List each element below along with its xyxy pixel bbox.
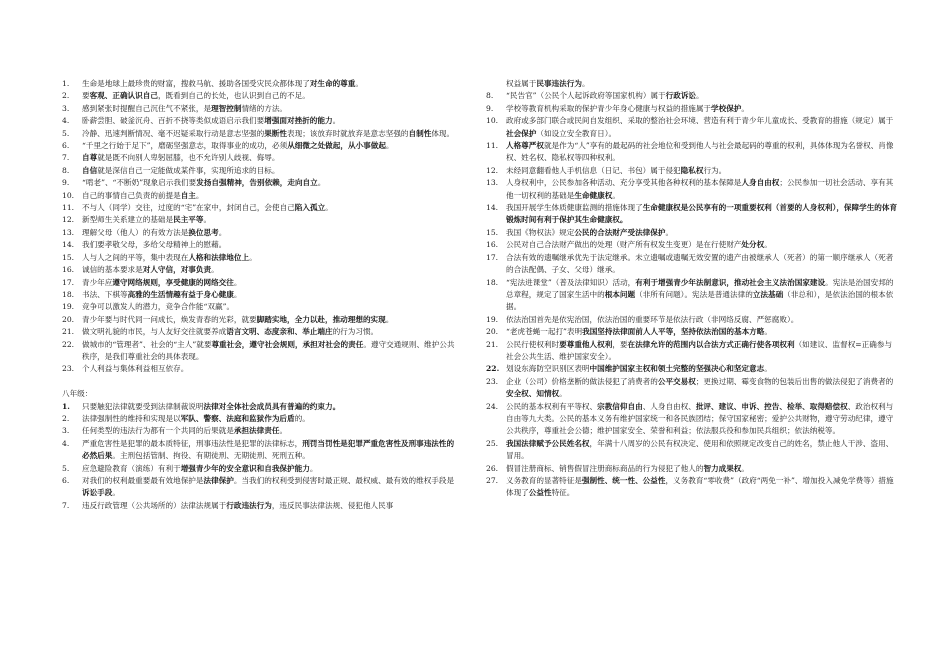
- item-text: 法律强制性的维持和实现是以军队、警察、法庭和监狱作为后盾的。: [82, 413, 310, 423]
- item-number: 15.: [486, 227, 499, 237]
- item-text: 企业（公司）价格垄断的做法侵犯了消费者的公平交易权；更换过期、霉变食物的包装后出售的做法侵犯了消费者的安全权、知情权。: [506, 376, 894, 399]
- item-number: 25.: [486, 438, 499, 448]
- item-number: 4.: [62, 116, 70, 126]
- item-text: “老虎苍蝇一起打”表明我国坚持法律面前人人平等，坚持依法治国的基本方略。: [506, 327, 772, 337]
- item-text: 公民对自己合法财产做出的处理（财产所有权发生变更）是在行使财产处分权。: [506, 240, 772, 250]
- spacer: [62, 376, 457, 388]
- item-text: 卧薪尝胆、破釜沉舟、百折不挠等类似成语启示我们要增强面对挫折的能力。: [82, 116, 341, 126]
- item-text: 公民的基本权利有平等权、宗教信仰自由、人身自由权、批评、建议、申诉、控告、检举、取得赔偿权、政治权利与自由等九大类。公民的基本义务有维护国家统一和各民族团结；保守国家秘密；爱护公共财物，遵守劳动纪律，遵守公共秩序，尊重社会公德；维护国家安全、荣誉和利益；依法服兵役和参加民兵组织；依法纳税等。: [506, 401, 894, 436]
- item-text: 只要触犯法律就要受到法律制裁说明法律对全体社会成员具有普遍的约束力。: [82, 401, 341, 411]
- list-item: [486, 227, 898, 239]
- list-item: [62, 475, 457, 500]
- item-number: 16.: [486, 240, 499, 250]
- list-item: [486, 363, 898, 375]
- grade8-heading: 八年级：: [62, 389, 93, 399]
- item-text: 理解父母（他人）的有效方法是换位思考。: [82, 227, 227, 237]
- list-item: [62, 227, 457, 239]
- item-text: 青少年要与时代同一问成长，焕发青春的光彩，就要脚踏实地，全力以赴，推动理想的实现。: [82, 314, 394, 324]
- list-item: [62, 339, 457, 364]
- item-text: 应急避险教育（演练）有利于增强青少年的安全意识和自我保护能力。: [82, 463, 318, 473]
- item-number: 5.: [62, 463, 70, 473]
- item-text: “民告官”（公民个人起诉政府等国家机构）属于行政诉讼。: [506, 91, 704, 101]
- list-item: [62, 500, 457, 512]
- list-item: [62, 277, 457, 289]
- list-item: [486, 475, 898, 500]
- list-item: [486, 202, 898, 227]
- right-column: [486, 78, 898, 500]
- item-text: 要客观、正确认识自己，既看到自己的长处，也认识到自己的不足。: [82, 91, 310, 101]
- lead-text: 权益属于民事违法行为。: [506, 79, 590, 88]
- item-text: 未经同意翻看他人手机信息（日记、书包）属于侵犯隐私权行为。: [506, 165, 727, 175]
- item-number: 3.: [62, 426, 70, 436]
- item-number: 7.: [62, 500, 70, 510]
- list-item: [62, 90, 457, 102]
- item-number: 2.: [62, 413, 70, 423]
- item-number: 12.: [486, 165, 499, 175]
- item-text: 划设东海防空识别区表明中国维护国家主权和领土完整的坚强决心和坚定意志。: [506, 364, 772, 374]
- item-number: 15.: [62, 252, 75, 262]
- list-item: [62, 401, 457, 413]
- list-item: [486, 277, 898, 314]
- item-text: 人格尊严权就是作为“人”享有的最起码的社会地位和受到他人与社会最起码的尊重的权利，具体体现为名誉权、肖像权、姓名权、隐私权等四种权利。: [506, 141, 894, 163]
- item-text: 青少年应遵守网络规则，享受健康的网络交往。: [82, 277, 242, 287]
- item-number: 13.: [62, 227, 75, 237]
- item-number: 6.: [62, 141, 70, 151]
- item-number: 24.: [486, 401, 499, 411]
- item-number: 17.: [62, 277, 75, 287]
- list-item: [62, 252, 457, 264]
- list-item: [486, 239, 898, 251]
- item-text: 任何类型的违法行为都有一个共同的后果就是承担法律责任。: [82, 426, 288, 436]
- list-item: [62, 115, 457, 127]
- item-text: 违反行政管理（公共场所的）法律法规属于行政违法行为，违反民事法律法规、侵犯他人民事: [82, 500, 394, 510]
- item-number: 10.: [62, 190, 75, 200]
- item-number: 18.: [62, 289, 75, 299]
- item-text: “宪法进课堂”（普及法律知识）活动，有利于增强青少年法制意识，推动社会主义法治国家建设。宪法是治国安邦的总章程，规定了国家生活中的根本问题（非所有问题）。宪法是普通法律的立法基础（非总和），是依法治国的根本依据。: [506, 277, 894, 312]
- list-item: [62, 177, 457, 189]
- item-number: 20.: [62, 314, 75, 324]
- item-number: 6.: [62, 475, 70, 485]
- item-text: 竞争可以激发人的潜力，竞争合作能“双赢”。: [82, 302, 235, 312]
- list-item: [486, 103, 898, 115]
- item-number: 12.: [62, 215, 75, 225]
- item-text: 政府或多部门联合或民间自发组织、采取的整治社会环境、营造有利于青少年儿童成长、受教育的措施（规定）属于社会保护（如设立安全教育日）。: [506, 116, 894, 138]
- list-item: [62, 463, 457, 475]
- left-column: [62, 78, 457, 512]
- item-number: 9.: [486, 103, 494, 113]
- item-number: 13.: [486, 178, 499, 188]
- continued-text: [486, 78, 898, 90]
- item-number: 22.: [486, 364, 500, 374]
- item-number: 23.: [486, 376, 499, 386]
- list-item: [486, 90, 898, 102]
- item-text: 冷静、迅速判断情况、毫不迟疑采取行动是意志坚强的果断性表现；该放弃时就放弃是意志坚强的自制性体现。: [82, 128, 455, 138]
- grade8-list: [62, 401, 457, 513]
- list-item: [486, 165, 898, 177]
- item-number: 11.: [62, 203, 75, 213]
- item-text: 个人利益与集体利益相互依存。: [82, 364, 189, 374]
- item-text: 我们要孝敬父母，多给父母精神上的慰藉。: [82, 240, 227, 250]
- list-item: [62, 326, 457, 338]
- list-item: [62, 301, 457, 313]
- item-number: 11.: [486, 141, 499, 151]
- list-item: [62, 214, 457, 226]
- item-text: 做文明礼貌的市民，与人友好交往就要养成语言文明、态度亲和、举止端庄的行为习惯。: [82, 327, 379, 337]
- item-text: 生命是地球上最珍贵的财富，搜救马航、援助各国受灾民众都体现了对生命的尊重。: [82, 79, 363, 88]
- item-number: 1.: [62, 401, 70, 411]
- item-text: 人与人之间的平等，集中表现在人格和法律地位上。: [82, 252, 257, 262]
- item-text: 假冒注册商标、销售假冒注册商标商品的行为侵犯了他人的智力成果权。: [506, 463, 749, 473]
- item-number: 8.: [486, 91, 494, 101]
- item-text: 人身权利中，公民参加各种活动、充分享受其他各种权利的基本保障是人身自由权；公民参加一切社会活动、享有其他一切权利的基础是生命健康权。: [506, 178, 894, 200]
- list-item: [62, 425, 457, 437]
- item-text: 我国法律赋予公民姓名权，年满十八周岁的公民有权决定、使用和依照规定改变自己的姓名，禁止他人干涉、盗用、冒用。: [506, 438, 894, 461]
- item-text: 书法、下棋等高雅的生活情趣有益于身心健康。: [82, 289, 242, 299]
- item-text: 不与人（同学）交往，过度的“宅”在家中，封闭自己，会使自己陷入孤立。: [82, 203, 333, 213]
- list-item: [486, 463, 898, 475]
- item-text: 学校等教育机构采取的保护青少年身心健康与权益的措施属于学校保护。: [506, 103, 749, 113]
- list-item: [62, 264, 457, 276]
- list-item: [62, 413, 457, 425]
- item-number: 9.: [62, 178, 70, 188]
- item-number: 19.: [486, 314, 499, 324]
- item-text: 义务教育的显著特征是强制性、统一性、公益性，义务教育“零收费”（政府“两免一补”、增加投入减免学费等）措施体现了公益性特征。: [506, 476, 894, 498]
- list-item: [62, 289, 457, 301]
- list-item: [62, 202, 457, 214]
- item-text: 新型师生关系建立的基础是民主平等。: [82, 215, 212, 225]
- list-item: [486, 401, 898, 438]
- item-number: 18.: [486, 277, 499, 287]
- item-text: 感到紧张时提醒自己沉住气不紧张，是理智控制情绪的方法。: [82, 103, 288, 113]
- list-item: [62, 78, 457, 90]
- item-text: 做城市的“管理者”、社会的“主人”就要尊重社会，遵守社会规则，承担对社会的责任。遵守交通规则、维护公共秩序，是我们尊重社会的具体表现。: [82, 339, 455, 361]
- grade7-list: [62, 78, 457, 376]
- item-number: 5.: [62, 128, 70, 138]
- list-item: [486, 376, 898, 401]
- item-number: 20.: [486, 327, 499, 337]
- list-item: [62, 165, 457, 177]
- grade8-list-continued: [486, 90, 898, 499]
- item-text: 自信就是深信自己一定能做成某件事，实现所追求的目标。: [82, 165, 280, 175]
- item-number: 4.: [62, 438, 70, 448]
- item-text: 我国开展学生体质健康监测的措施体现了生命健康权是公民享有的一项重要权利（首要的人身权利），保障学生的体育锻炼时间有利于保护其生命健康权。: [506, 203, 898, 225]
- item-text: 严重危害性是犯罪的最本质特征，刑事违法性是犯罪的法律标志，刑罚当罚性是犯罪严重危害性及刑事违法性的必然后果。主刑包括管制、拘役、有期徒刑、无期徒刑、死刑五种。: [82, 438, 455, 461]
- list-item: [62, 363, 457, 375]
- list-item: [486, 326, 898, 338]
- list-item: [62, 140, 457, 152]
- item-number: 3.: [62, 103, 70, 113]
- item-text: 合法有效的遗嘱继承优先于法定继承。未立遗嘱或遗嘱无效安置的遗产由被继承人（死者）的第一顺序继承人（死者的合法配偶、子女、父母）继承。: [506, 252, 894, 275]
- item-text: 依法治国首先是依宪治国，依法治国的重要环节是依法行政（非网络反腐、严惩腐败）。: [506, 314, 799, 324]
- item-number: 21.: [62, 327, 75, 337]
- list-item: [486, 177, 898, 202]
- item-number: 14.: [62, 240, 75, 250]
- item-number: 14.: [486, 203, 499, 213]
- item-number: 27.: [486, 476, 499, 485]
- list-item: [486, 140, 898, 165]
- item-number: 17.: [486, 252, 499, 262]
- list-item: [486, 252, 898, 277]
- list-item: [62, 190, 457, 202]
- list-item: [62, 239, 457, 251]
- item-number: 16.: [62, 265, 75, 275]
- item-number: 10.: [486, 116, 499, 126]
- item-text: 自己的事情自己负责的前提是自主。: [82, 190, 204, 200]
- item-number: 1.: [62, 79, 70, 88]
- item-text: 对我们的权利最重要最有效地保护是法律保护。当我们的权利受到侵害时最正规、最权威、最有效的维权手段是诉讼手段。: [82, 475, 455, 498]
- list-item: [62, 438, 457, 463]
- item-number: 19.: [62, 302, 75, 312]
- list-item: [62, 128, 457, 140]
- list-item: [486, 339, 898, 364]
- item-number: 2.: [62, 91, 70, 101]
- list-item: [62, 314, 457, 326]
- list-item: [486, 115, 898, 140]
- list-item: [62, 152, 457, 164]
- item-text: “啃老”、“不断奶”现象启示我们要发扬自强精神，告别依赖，走向自立。: [82, 178, 326, 188]
- item-number: 26.: [486, 463, 499, 473]
- item-text: 自尊就是既不向别人卑躬屈膝，也不允许别人歧视、侮辱。: [82, 153, 280, 163]
- item-number: 21.: [486, 339, 499, 349]
- item-number: 7.: [62, 153, 70, 163]
- list-item: [486, 438, 898, 463]
- item-text: 我国《物权法》规定公民的合法财产受法律保护。: [506, 227, 674, 237]
- item-number: 22.: [62, 339, 75, 349]
- list-item: [62, 103, 457, 115]
- item-number: 23.: [62, 364, 75, 374]
- item-text: 公民行使权利时要尊重他人权利，要在法律允许的范围内以合法方式正确行使各项权利（如建议、监督权=正确参与社会公共生活、维护国家安全）。: [506, 339, 893, 361]
- list-item: [486, 314, 898, 326]
- item-text: 诚信的基本要求是对人守信，对事负责。: [82, 265, 219, 275]
- item-text: “千里之行始于足下”，磨砺坚强意志，取得事业的成功，必须从细微之处做起，从小事做起。: [82, 141, 394, 151]
- item-number: 8.: [62, 165, 70, 175]
